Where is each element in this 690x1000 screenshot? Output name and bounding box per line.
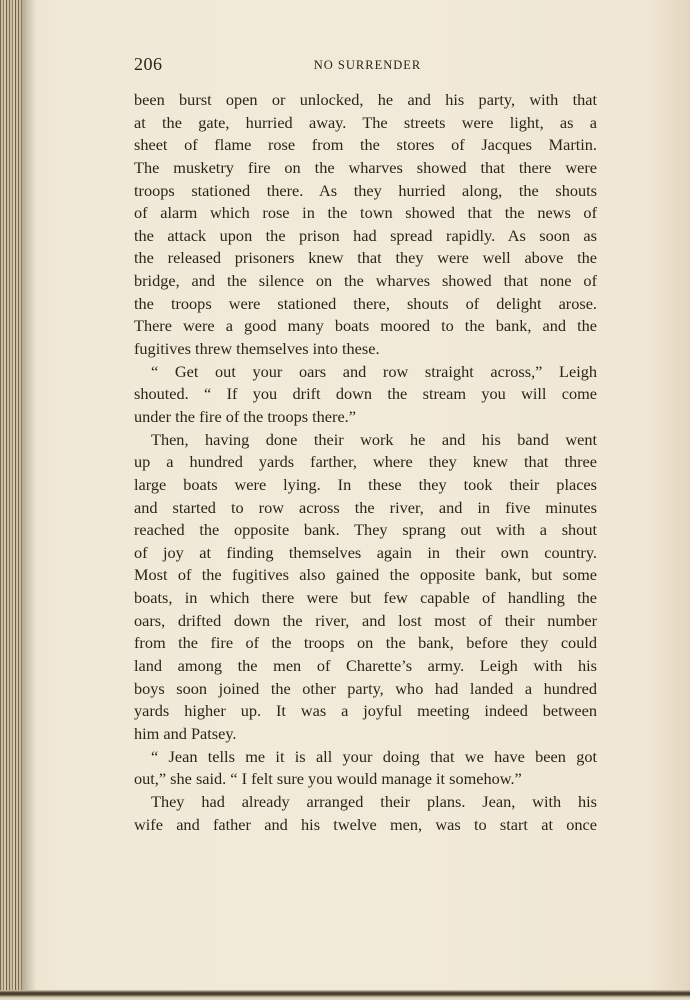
text-line: the troops were stationed there, shouts of delight arose.: [134, 293, 597, 313]
book-binding-edge: [0, 0, 22, 1000]
text-line: large boats were lying. In these they took their places: [134, 474, 597, 494]
text-line: the released prisoners knew that they were well above the: [134, 248, 597, 268]
text-line: There were a good many boats moored to the bank, and the: [134, 316, 597, 336]
page-bottom-edge: [0, 990, 690, 1000]
running-title: NO SURRENDER: [313, 58, 422, 72]
text-line: of joy at finding themselves again in their own country.: [134, 542, 597, 562]
page-header: [134, 54, 597, 76]
text-line: troops stationed there. As they hurried along, the shouts: [134, 180, 597, 200]
text-line: yards higher up. It was a joyful meeting indeed between: [134, 701, 597, 721]
text-line: “ Get out your oars and row straight across,” Leigh: [151, 361, 597, 381]
text-line: and started to row across the river, and in five minutes: [134, 497, 597, 517]
text-line: sheet of flame rose from the stores of Jacques Martin.: [134, 135, 597, 155]
text-line: shouted. “ If you drift down the stream you will come: [134, 384, 597, 404]
body-text: [134, 89, 597, 836]
text-line: out,” she said. “ I felt sure you would manage it somehow.”: [134, 769, 522, 789]
text-line: The musketry fire on the wharves showed that there were: [134, 157, 597, 177]
text-line: reached the opposite bank. They sprang out with a shout: [134, 520, 597, 540]
text-line: of alarm which rose in the town showed that the news of: [134, 203, 597, 223]
text-line: bridge, and the silence on the wharves showed that none of: [134, 271, 597, 291]
text-line: land among the men of Charette’s army. Leigh with his: [134, 656, 597, 676]
text-line: the attack upon the prison had spread rapidly. As soon as: [134, 225, 597, 245]
text-line: fugitives threw themselves into these.: [134, 339, 380, 359]
text-line: Then, having done their work he and his band went: [151, 429, 597, 449]
text-line: at the gate, hurried away. The streets were light, as a: [134, 112, 597, 132]
text-line: “ Jean tells me it is all your doing that we have been got: [151, 746, 597, 766]
text-line: under the fire of the troops there.”: [134, 406, 356, 426]
text-line: boats, in which there were but few capable of handling the: [134, 588, 597, 608]
text-line: They had already arranged their plans. Jean, with his: [151, 791, 597, 811]
text-line: him and Patsey.: [134, 723, 237, 743]
text-line: oars, drifted down the river, and lost most of their number: [134, 610, 597, 630]
text-line: Most of the fugitives also gained the opposite bank, but some: [134, 565, 597, 585]
text-line: been burst open or unlocked, he and his party, with that: [134, 90, 597, 109]
text-line: up a hundred yards farther, where they knew that three: [134, 452, 597, 472]
binding-shadow: [22, 0, 36, 1000]
text-line: wife and father and his twelve men, was to start at once: [134, 814, 597, 834]
text-line: boys soon joined the other party, who had landed a hundred: [134, 678, 597, 698]
text-line: from the fire of the troops on the bank, before they could: [134, 633, 597, 653]
page-number: 206: [134, 54, 163, 74]
